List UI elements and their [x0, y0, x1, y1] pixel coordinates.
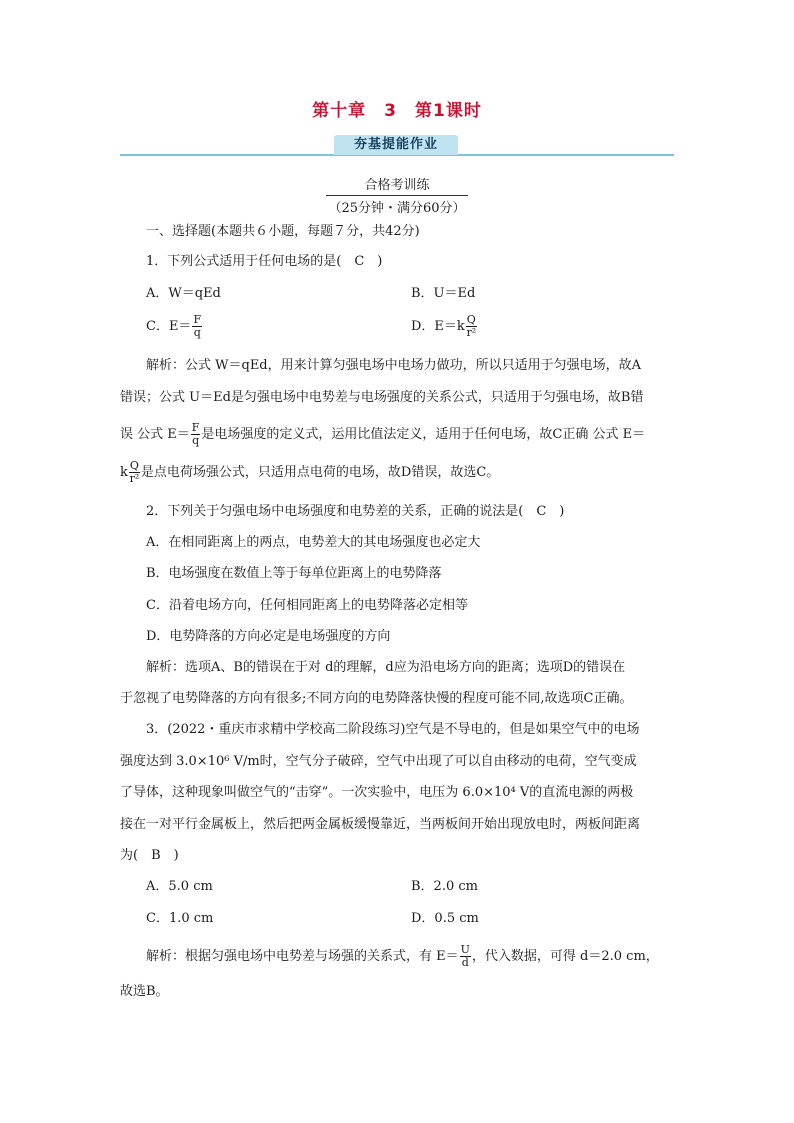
q2-option-c: C．沿着电场方向，任何相同距离上的电势降落必定相等	[146, 598, 468, 613]
q2-option-a: A．在相同距离上的两点，电势差大的其电场强度也必定大	[146, 535, 481, 550]
fraction-denominator: q	[193, 326, 201, 339]
q3-stem-line3: 了导体，这种现象叫做空气的“击穿”。一次实验中，电压为 6.0×10⁴ V的直流电源的两极	[120, 785, 634, 800]
q1-option-d-fraction	[466, 314, 477, 339]
q1-option-c-fraction	[192, 314, 202, 339]
fraction-numerator: Q	[466, 313, 476, 326]
section-heading: 一、选择题(本题共６小题，每题７分，共42分)	[146, 224, 420, 239]
q1-stem: 1．下列公式适用于任何电场的是( C )	[146, 254, 383, 269]
q1-explanation-line2: 错误；公式 U＝Ed是匀强电场中电势差与电场强度的关系公式，只适用于匀强电场，故B错	[120, 390, 644, 405]
q3-exp1-prefix: 解析：根据匀强电场中电势差与场强的关系式，有 E＝	[146, 949, 459, 964]
q2-explanation-line2: 于忽视了电势降落的方向有很多;不同方向的电势降落快慢的程度可能不同,故选项C正确。	[120, 691, 633, 706]
fraction-denominator: q	[192, 434, 200, 447]
q3-exp1-fraction	[460, 944, 471, 969]
q1-option-d	[411, 314, 478, 339]
q1-exp3-fraction	[191, 422, 201, 447]
q3-stem-line4: 接在一对平行金属板上，然后把两金属板缓慢靠近，当两板间开始出现放电时，两板间距离	[120, 817, 641, 832]
fraction-numerator: U	[460, 943, 470, 956]
q1-explanation-line4	[120, 460, 499, 485]
q1-exp3-suffix: 是电场强度的定义式，运用比值法定义，适用于任何电场，故C正确 公式 E＝	[201, 427, 646, 442]
q3-explanation-line2: 故选B。	[120, 984, 169, 999]
q1-option-a: A．W＝qEd	[146, 286, 221, 301]
q3-option-a: A．5.0 cm	[146, 879, 213, 894]
time-info: （25分钟・满分60分）	[328, 201, 466, 216]
subtitle-rule	[326, 195, 468, 196]
q2-stem: 2．下列关于匀强电场中电场强度和电势差的关系，正确的说法是( C )	[146, 504, 565, 519]
banner-label: 夯基提能作业	[334, 135, 458, 155]
q3-option-c: C．1.0 cm	[146, 911, 214, 926]
fraction-numerator: F	[191, 421, 200, 434]
fraction-numerator: Q	[129, 459, 139, 472]
q1-exp4-suffix: 是点电荷场强公式，只适用点电荷的电场，故D错误，故选C。	[140, 465, 500, 480]
q1-option-b: B．U＝Ed	[411, 286, 476, 301]
q3-explanation-line1	[146, 944, 659, 969]
q1-option-c-prefix: C．E＝	[146, 319, 192, 334]
q2-option-d: D．电势降落的方向必定是电场强度的方向	[146, 629, 391, 644]
section-subtitle: 合格考训练	[364, 178, 430, 193]
q3-stem-line2: 强度达到 3.0×10⁶ V/m时，空气分子破碎，空气中出现了可以自由移动的电荷，空气变成	[120, 754, 637, 769]
fraction-numerator: F	[193, 313, 202, 326]
q3-stem-line1: 3．(2022・重庆市求精中学校高二阶段练习)空气是不导电的，但是如果空气中的电场	[146, 722, 640, 737]
q2-option-b: B．电场强度在数值上等于每单位距离上的电势降落	[146, 566, 442, 581]
page-title: 第十章 3 第1课时	[312, 101, 482, 121]
q3-stem-line5: 为( B )	[120, 848, 179, 863]
fraction-denominator: r²	[129, 472, 140, 485]
q3-option-d: D．0.5 cm	[411, 911, 479, 926]
q1-option-c	[146, 314, 203, 339]
q3-option-b: B．2.0 cm	[411, 879, 478, 894]
q1-explanation-line1: 解析：公式 W＝qEd，用来计算匀强电场中电场力做功，所以只适用于匀强电场，故A	[146, 358, 642, 373]
q3-exp1-suffix: ，代入数据，可得 d＝2.0 cm，	[471, 949, 659, 964]
fraction-denominator: r²	[466, 326, 477, 339]
q2-explanation-line1: 解析：选项A、B的错误在于对 d的理解，d应为沿电场方向的距离；选项D的错误在	[146, 660, 626, 675]
fraction-denominator: d	[461, 956, 469, 969]
q1-exp3-prefix: 误 公式 E＝	[120, 427, 190, 442]
q1-exp4-prefix: k	[120, 465, 128, 480]
q1-exp4-fraction	[129, 460, 140, 485]
q1-explanation-line3	[120, 422, 645, 447]
q1-option-d-prefix: D．E＝k	[411, 319, 465, 334]
